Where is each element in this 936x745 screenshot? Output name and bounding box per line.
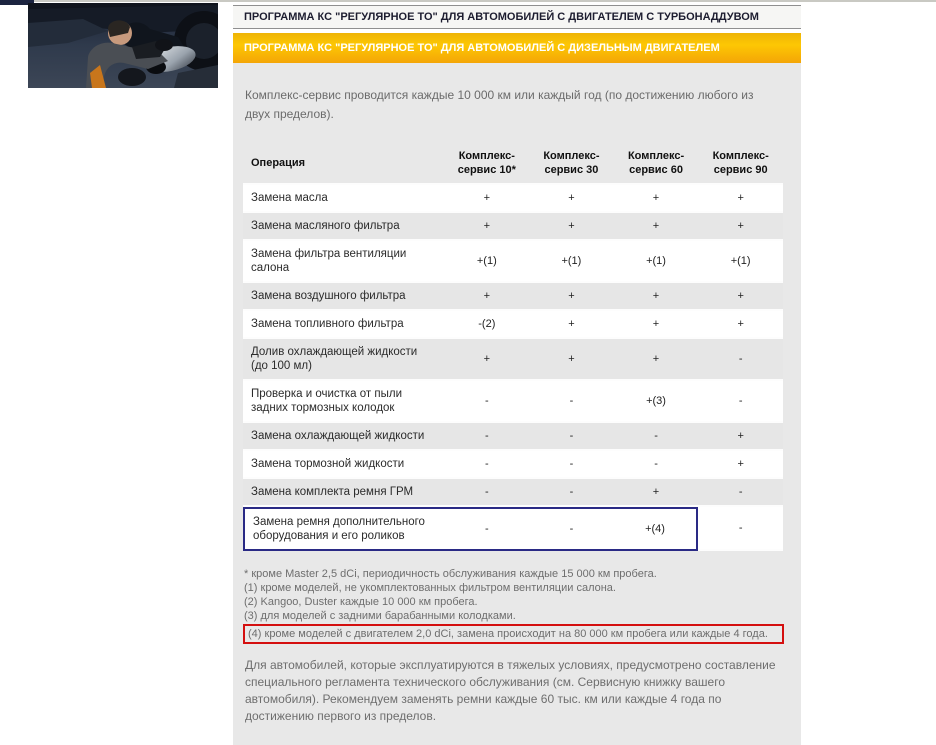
value-cell: - xyxy=(445,507,530,551)
service-table xyxy=(243,143,783,551)
value-cell: + xyxy=(445,213,530,241)
header-row xyxy=(243,143,783,185)
value-cell: + xyxy=(614,213,699,241)
value-cell: - xyxy=(529,451,614,479)
value-cell: - xyxy=(529,423,614,451)
value-cell: + xyxy=(698,423,783,451)
value-cell: + xyxy=(445,185,530,213)
service-table-header xyxy=(243,143,783,185)
mechanic-photo-art xyxy=(28,3,218,88)
value-cell: + xyxy=(529,185,614,213)
value-cell: -(2) xyxy=(445,311,530,339)
table-row xyxy=(243,479,783,507)
mechanic-photo xyxy=(28,3,218,88)
value-cell: - xyxy=(445,451,530,479)
value-cell: - xyxy=(614,423,699,451)
value-cell: + xyxy=(529,283,614,311)
value-cell: + xyxy=(529,213,614,241)
value-cell: + xyxy=(614,339,699,381)
footnote: (2) Kangoo, Duster каждые 10 000 км пробега. xyxy=(244,596,478,608)
value-cell: + xyxy=(698,185,783,213)
value-cell: +(1) xyxy=(445,241,530,283)
value-cell: - xyxy=(698,339,783,381)
operation-cell: Замена масляного фильтра xyxy=(243,213,445,241)
footnote: * кроме Master 2,5 dCi, периодичность обслуживания каждые 15 000 км пробега. xyxy=(244,568,657,580)
value-cell: +(3) xyxy=(614,381,699,423)
value-cell: - xyxy=(445,479,530,507)
operation-cell: Замена ремня дополнительного оборудования и его роликов xyxy=(243,507,445,551)
value-cell: +(1) xyxy=(529,241,614,283)
value-cell: + xyxy=(445,339,530,381)
operation-cell: Замена тормозной жидкости xyxy=(243,451,445,479)
operation-cell: Замена комплекта ремня ГРМ xyxy=(243,479,445,507)
value-cell: +(4) xyxy=(614,507,699,551)
value-cell: - xyxy=(445,423,530,451)
table-row xyxy=(243,283,783,311)
value-cell: - xyxy=(529,507,614,551)
table-row xyxy=(243,241,783,283)
value-cell: + xyxy=(445,283,530,311)
value-cell: + xyxy=(698,451,783,479)
section-header-diesel-active[interactable]: ПРОГРАММА КС "РЕГУЛЯРНОЕ ТО" ДЛЯ АВТОМОБИЛЕЙ С ДИЗЕЛЬНЫМ ДВИГАТЕЛЕМ xyxy=(233,33,801,63)
value-cell: + xyxy=(614,283,699,311)
section-body xyxy=(233,63,801,745)
operation-cell: Замена воздушного фильтра xyxy=(243,283,445,311)
value-cell: + xyxy=(614,479,699,507)
table-row-highlighted xyxy=(243,507,783,551)
service-table-body xyxy=(243,185,783,551)
intro-paragraph: Комплекс-сервис проводится каждые 10 000 км или каждый год (по достижению любого из двух пределов). xyxy=(245,88,754,121)
value-cell: + xyxy=(698,283,783,311)
value-cell: + xyxy=(614,185,699,213)
column-header-operation: Операция xyxy=(243,143,445,185)
operation-cell: Замена охлаждающей жидкости xyxy=(243,423,445,451)
table-row xyxy=(243,423,783,451)
value-cell: - xyxy=(529,381,614,423)
value-cell: +(1) xyxy=(698,241,783,283)
value-cell: +(1) xyxy=(614,241,699,283)
table-row xyxy=(243,339,783,381)
operation-cell: Замена фильтра вентиляции салона xyxy=(243,241,445,283)
value-cell: + xyxy=(614,311,699,339)
main-content xyxy=(233,0,801,745)
column-header-service-60: Комплекс-сервис 60 xyxy=(614,143,699,185)
section-header-turbo[interactable]: ПРОГРАММА КС "РЕГУЛЯРНОЕ ТО" ДЛЯ АВТОМОБИЛЕЙ С ДВИГАТЕЛЕМ С ТУРБОНАДДУВОМ xyxy=(233,5,801,29)
value-cell: - xyxy=(698,381,783,423)
value-cell: - xyxy=(445,381,530,423)
footnotes xyxy=(243,567,783,644)
footnote-highlighted-red: (4) кроме моделей с двигателем 2,0 dCi, замена происходит на 80 000 км пробега или каждые 4 года. xyxy=(243,624,784,644)
value-cell: + xyxy=(698,311,783,339)
table-row xyxy=(243,213,783,241)
column-header-service-10: Комплекс-сервис 10* xyxy=(445,143,530,185)
value-cell: + xyxy=(698,213,783,241)
table-row xyxy=(243,451,783,479)
table-row xyxy=(243,381,783,423)
value-cell: - xyxy=(614,451,699,479)
closing-paragraph: Для автомобилей, которые эксплуатируются в тяжелых условиях, предусмотрено составление специального регламента технического обслуживания (см. Сервисную книжку вашего автомобиля). Рекомендуем заменять ремни каждые 60 тыс. км или каждые 4 года по достижению первого из пределов. xyxy=(245,658,776,723)
table-row xyxy=(243,185,783,213)
operation-cell: Проверка и очистка от пыли задних тормозных колодок xyxy=(243,381,445,423)
value-cell: + xyxy=(529,311,614,339)
footnote: (1) кроме моделей, не укомплектованных фильтром вентиляции салона. xyxy=(244,582,616,594)
operation-cell: Замена масла xyxy=(243,185,445,213)
operation-cell: Долив охлаждающей жидкости (до 100 мл) xyxy=(243,339,445,381)
value-cell: - xyxy=(698,479,783,507)
column-header-service-90: Комплекс-сервис 90 xyxy=(698,143,783,185)
value-cell: - xyxy=(529,479,614,507)
footnote: (3) для моделей с задними барабанными колодками. xyxy=(244,610,516,622)
column-header-service-30: Комплекс-сервис 30 xyxy=(529,143,614,185)
table-row xyxy=(243,311,783,339)
value-cell: - xyxy=(698,507,783,551)
operation-cell: Замена топливного фильтра xyxy=(243,311,445,339)
value-cell: + xyxy=(529,339,614,381)
